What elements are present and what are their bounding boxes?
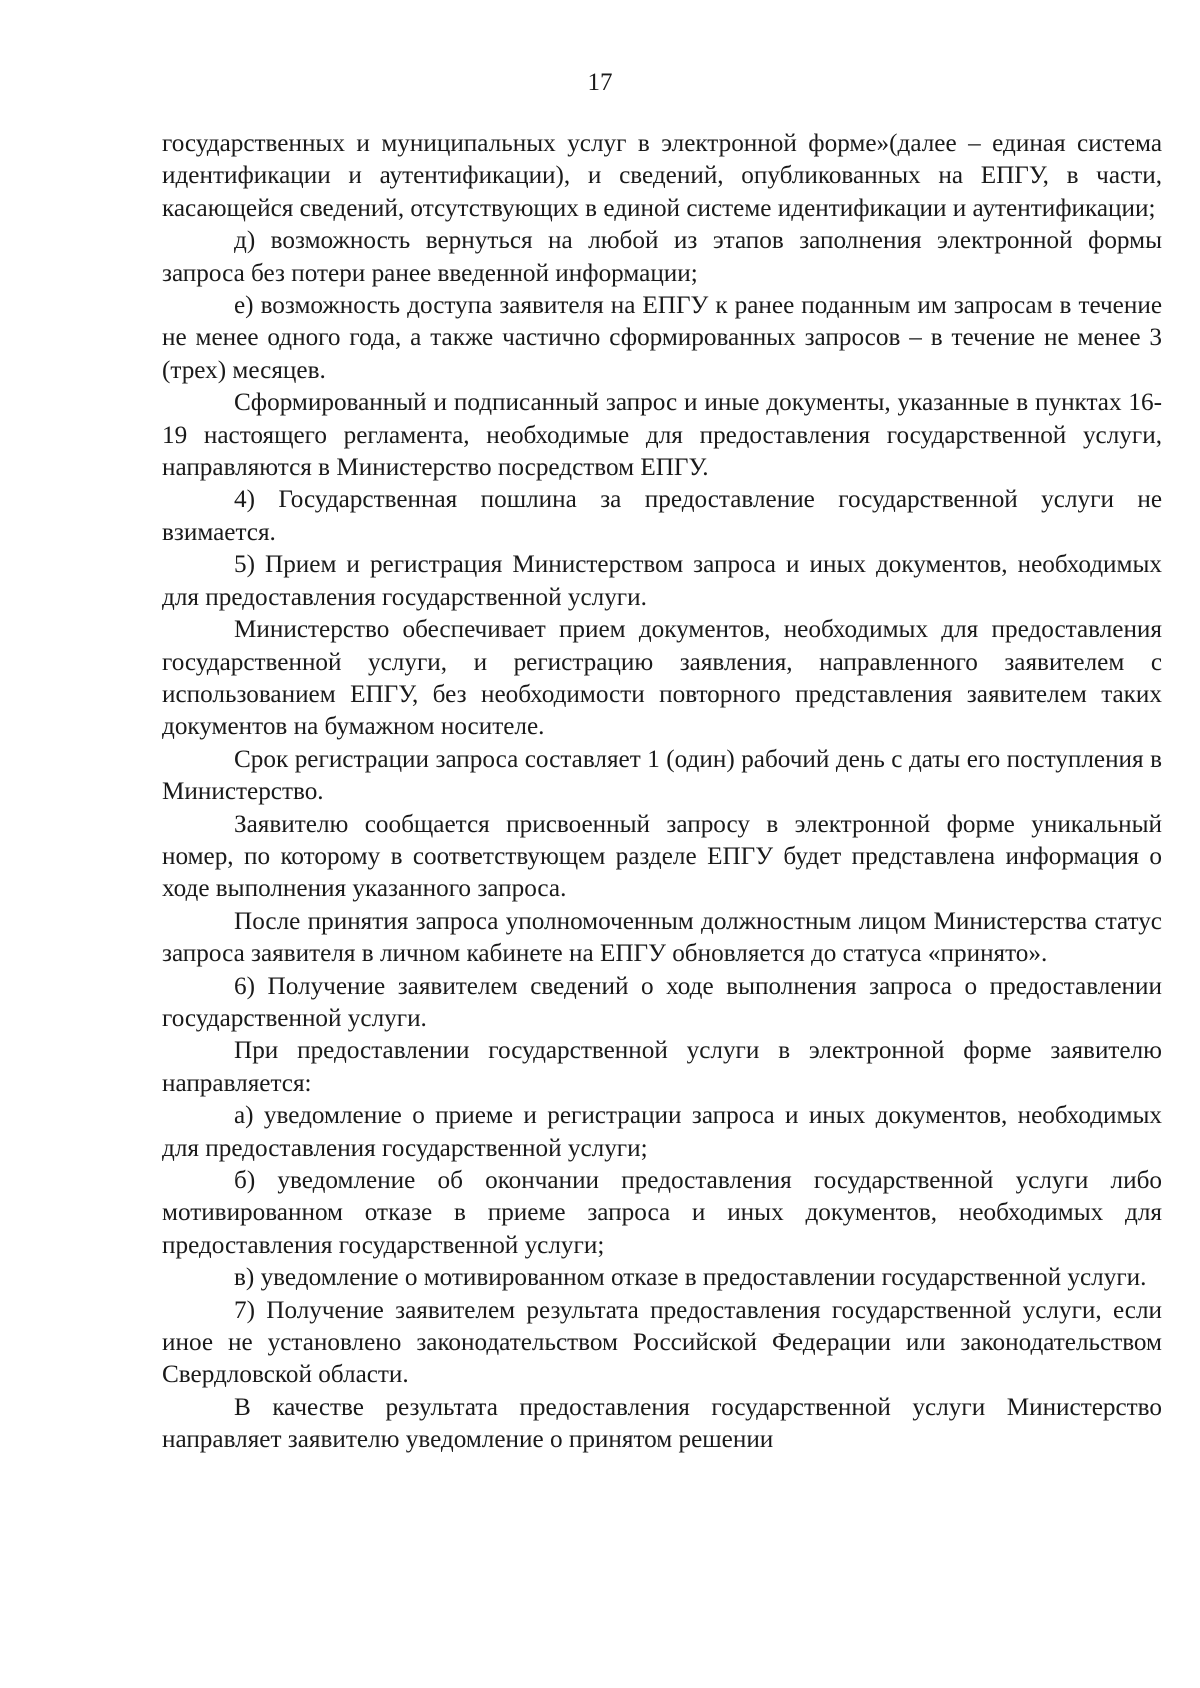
- paragraph-section-4: 4) Государственная пошлина за предоставление государственной услуги не взимается.: [162, 486, 1162, 546]
- paragraph-item-e: е) возможность доступа заявителя на ЕПГУ к ранее поданным им запросам в течение не менее одного года, а также частично сформированных запросов – в течение не менее 3 (трех) месяцев.: [162, 292, 1162, 384]
- paragraph-unique-number: Заявителю сообщается присвоенный запросу в электронной форме уникальный номер, по которому в соответствующем разделе ЕПГУ будет представлена информация о ходе выполнения указанного запроса.: [162, 810, 1162, 903]
- paragraph-submission: Сформированный и подписанный запрос и иные документы, указанные в пунктах 16-19 настоящего регламента, необходимые для предоставления государственной услуги, направляются в Министерство посредством ЕПГУ.: [162, 389, 1162, 482]
- paragraph-item-d: д) возможность вернуться на любой из этапов заполнения электронной формы запроса без потери ранее введенной информации;: [162, 227, 1162, 287]
- paragraph-notification-v: в) уведомление о мотивированном отказе в предоставлении государственной услуги.: [234, 1264, 1147, 1292]
- paragraph-notification-a: а) уведомление о приеме и регистрации запроса и иных документов, необходимых для предоставления государственной услуги;: [162, 1102, 1162, 1162]
- paragraph-result: В качестве результата предоставления государственной услуги Министерство направляет заявителю уведомление о принятом решении: [162, 1393, 1162, 1454]
- paragraph-section-6: 6) Получение заявителем сведений о ходе выполнения запроса о предоставлении государственной услуги.: [162, 972, 1162, 1032]
- paragraph-continuation: государственных и муниципальных услуг в электронной форме»(далее – единая система идентификации и аутентификации), и сведений, опубликованных на ЕПГУ, в части, касающейся сведений, отсутствующих в единой системе идентификации и аутентификации;: [162, 130, 1162, 222]
- paragraph-notifications-intro: При предоставлении государственной услуги в электронной форме заявителю направляется:: [162, 1037, 1162, 1097]
- paragraph-section-7: 7) Получение заявителем результата предоставления государственной услуги, если иное не установлено законодательством Российской Федерации или законодательством Свердловской области.: [162, 1296, 1162, 1389]
- paragraph-notification-b: б) уведомление об окончании предоставления государственной услуги либо мотивированном отказе в приеме запроса и иных документов, необходимых для предоставления государственной услуги;: [162, 1167, 1162, 1259]
- paragraph-status-update: После принятия запроса уполномоченным должностным лицом Министерства статус запроса заявителя в личном кабинете на ЕПГУ обновляется до статуса «принято».: [162, 907, 1162, 968]
- paragraph-registration-term: Срок регистрации запроса составляет 1 (один) рабочий день с даты его поступления в Министерство.: [162, 745, 1162, 806]
- paragraph-reception: Министерство обеспечивает прием документов, необходимых для предоставления государственной услуги, и регистрацию заявления, направленного заявителем с использованием ЕПГУ, без необходимости повторного представления заявителем таких документов на бумажном носителе.: [162, 616, 1162, 741]
- document-body: [162, 128, 1162, 1457]
- page-number: 17: [587, 69, 613, 96]
- paragraph-section-5: 5) Прием и регистрация Министерством запроса и иных документов, необходимых для предоставления государственной услуги.: [162, 551, 1162, 611]
